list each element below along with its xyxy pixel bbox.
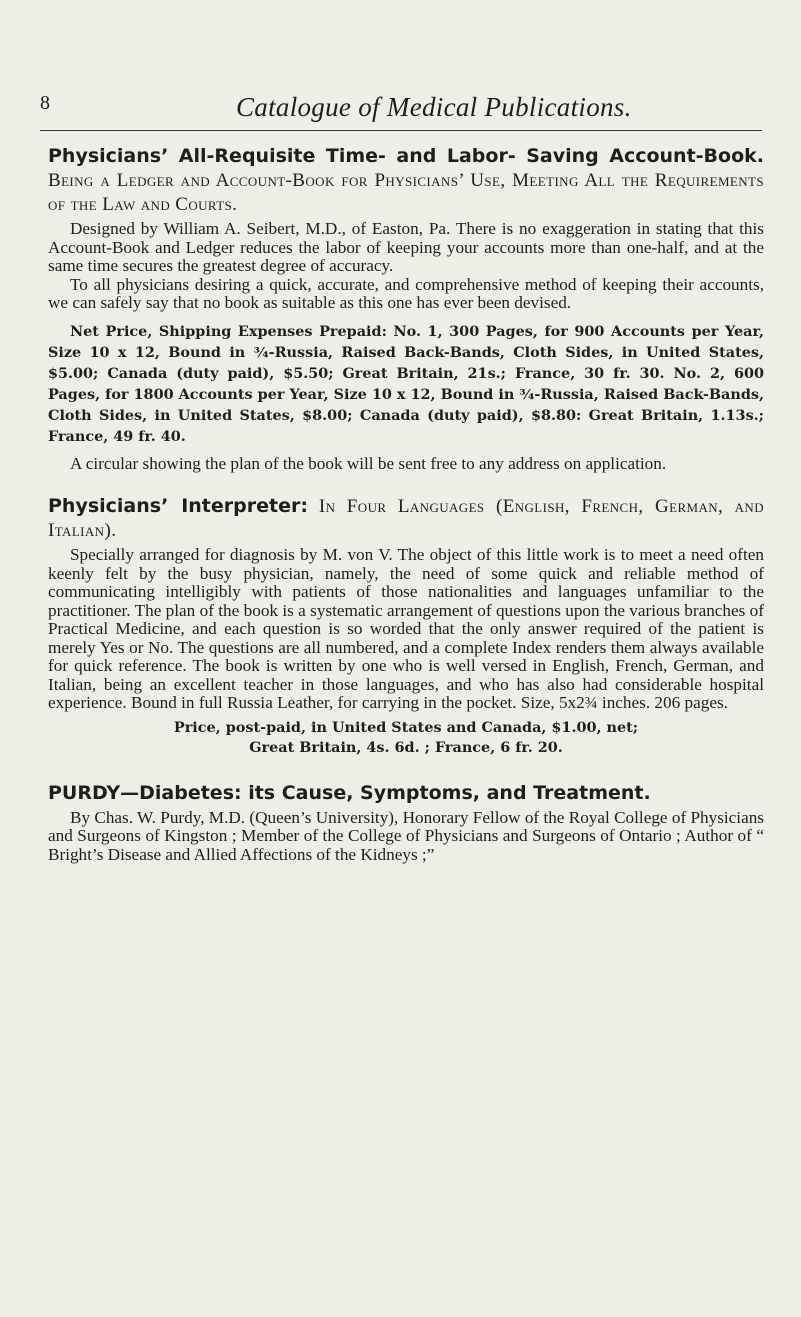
entry-heading bbox=[48, 782, 764, 806]
price-details: Net Price, Shipping Expenses Prepaid: No. 1, 300 Pages, for 900 Accounts per Year, Size 10 x 12, Bound in ¾-Russia, Raised Back-Bands, Cloth Sides, in United States, $5.00; Canada (duty paid), $5.50; Great Britain, 21s.; France, 30 fr. 30. No. 2, 600 Pages, for 1800 Accounts per Year, Size 10 x 12, Bound in ¾-Russia, Raised Back-Bands, Cloth Sides, in United States, $8.00; Canada (duty paid), $8.80: Great Britain, 1.13s.; France, 49 fr. 40. bbox=[48, 322, 764, 445]
entry-subtitle: In Four Languages (English, French, German, and Italian). bbox=[48, 496, 765, 541]
page-number: 8 bbox=[40, 92, 50, 114]
entry-paragraph: To all physicians desiring a quick, accurate, and comprehensive method of keeping their accounts, we can safely say that no book as suitable as this one has ever been devised. bbox=[48, 274, 764, 312]
entry-title: Physicians’ Interpreter: bbox=[48, 495, 308, 517]
entry-heading bbox=[48, 145, 764, 217]
entry-purdy-diabetes bbox=[48, 782, 764, 865]
entry-note: A circular showing the plan of the book will be sent free to any address on application. bbox=[70, 453, 667, 473]
price-line: Price, post-paid, in United States and Canada, $1.00, net; bbox=[173, 718, 639, 736]
entry-subtitle: Being a Ledger and Account-Book for Physicians’ Use, Meeting All the Requirements of the Law and Courts. bbox=[48, 170, 764, 215]
entry-title: PURDY—Diabetes: its Cause, Symptoms, and Treatment. bbox=[48, 781, 651, 804]
entry-heading bbox=[48, 495, 764, 543]
entry-paragraph: Designed by William A. Seibert, M.D., of Easton, Pa. There is no exaggeration in stating that this Account-Book and Ledger reduces the labor of keeping your accounts more than one-half, and at the same time secures the greatest degree of accuracy. bbox=[48, 219, 764, 275]
entry-interpreter bbox=[48, 495, 764, 758]
entry-paragraph: Specially arranged for diagnosis by M. von V. The object of this little work is to meet a need often keenly felt by the busy physician, namely, the need of some quick and reliable method of communicating intelligibly with patients of those nationalities and languages unfamiliar to the practitioner. The plan of the book is a systematic arrangement of questions upon the various branches of Practical Medicine, and each question is so worded that the only answer required of the patient is merely Yes or No. The questions are all numbered, and a complete Index renders them always available for quick reference. The book is written by one who is well versed in English, French, German, and Italian, being an excellent teacher in those languages, and who has also had considerable hospital experience. Bound in full Russia Leather, for carrying in the pocket. Size, 5x2¾ inches. 206 pages. bbox=[48, 545, 764, 712]
page-title: Catalogue of Medical Publications. bbox=[236, 92, 632, 122]
page-content bbox=[48, 145, 764, 864]
entry-title: Physicians’ All-Requisite Time- and Labor- Saving Account-Book. bbox=[48, 145, 764, 167]
entry-paragraph: By Chas. W. Purdy, M.D. (Queen’s University), Honorary Fellow of the Royal College of Physicians and Surgeons of Kingston ; Member of the College of Physicians and Surgeons of Ontario ; Author of “ Bright’s Disease and Allied Affections of the Kidneys ;” bbox=[48, 807, 764, 864]
running-head bbox=[40, 92, 760, 132]
spacer bbox=[48, 758, 764, 782]
price-line: Great Britain, 4s. 6d. ; France, 6 fr. 20. bbox=[249, 738, 563, 756]
entry-account-book bbox=[48, 145, 764, 473]
spacer bbox=[48, 473, 764, 495]
header-rule bbox=[40, 130, 762, 131]
